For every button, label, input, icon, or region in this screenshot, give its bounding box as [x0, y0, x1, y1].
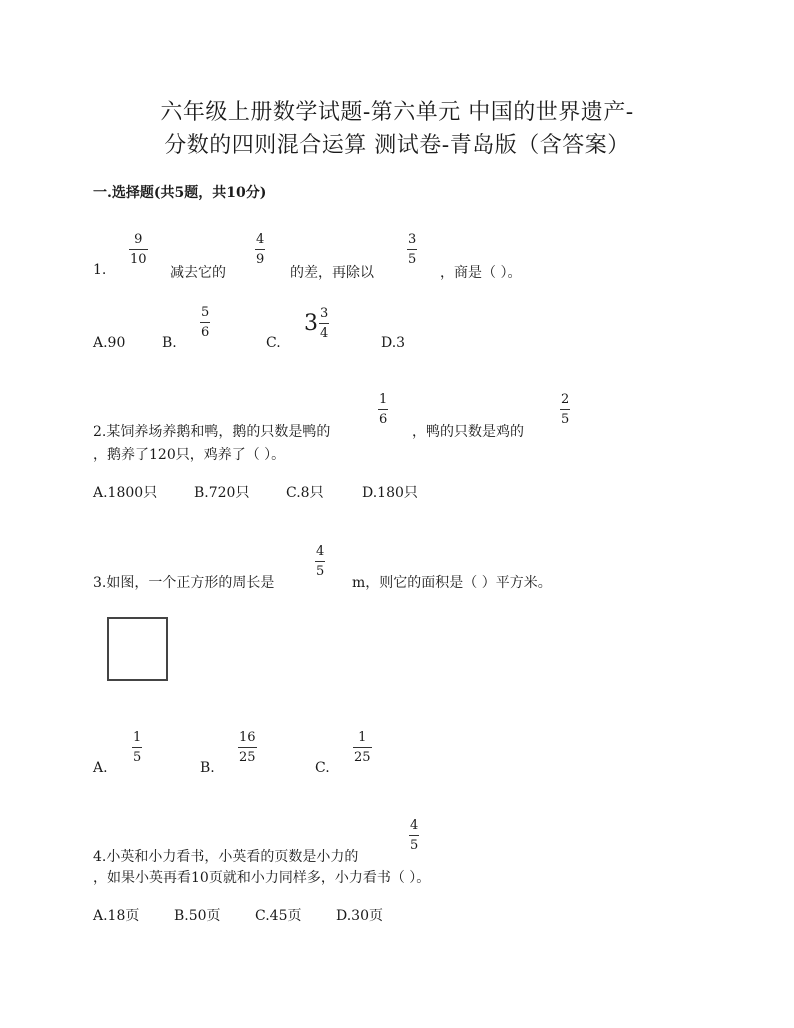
square-figure: [107, 617, 168, 681]
q4-option-a[interactable]: A.18页: [93, 908, 140, 924]
q3-text-2: m，则它的面积是（ ）平方米。: [352, 575, 552, 591]
q4-text-2: ，如果小英再看10页就和小力同样多，小力看书（ ）。: [93, 870, 431, 886]
q1-text-1: 减去它的: [170, 265, 226, 281]
q4-option-b[interactable]: B.50页: [174, 908, 221, 924]
q4-text-1: 4.小英和小力看书，小英看的页数是小力的: [93, 849, 359, 865]
q3-option-c-numerator: 1: [358, 730, 367, 745]
q1-fraction-1: [129, 232, 148, 267]
q2-text-2: ，鸭的只数是鸡的: [412, 424, 524, 440]
q2-fraction-1: [378, 392, 388, 427]
q3-fraction-1-denominator: 5: [316, 564, 325, 579]
q1-option-a[interactable]: A.90: [93, 335, 126, 351]
q2-fraction-2-numerator: 2: [561, 392, 570, 407]
q2-option-a[interactable]: A.1800只: [93, 485, 158, 501]
q4-option-d[interactable]: D.30页: [336, 908, 383, 924]
q2-fraction-1-numerator: 1: [379, 392, 388, 407]
q1-fraction-3: [407, 232, 417, 267]
q4-option-c[interactable]: C.45页: [255, 908, 302, 924]
q4-fraction-1: [409, 818, 419, 853]
q3-option-a[interactable]: A.: [93, 760, 108, 776]
q2-option-d[interactable]: D.180只: [362, 485, 418, 501]
q1-fraction-1-denominator: 10: [130, 252, 147, 267]
q3-option-b[interactable]: B.: [200, 760, 215, 776]
q1-text-2: 的差，再除以: [290, 265, 374, 281]
q3-option-a-numerator: 1: [133, 730, 142, 745]
q1-fraction-3-numerator: 3: [408, 232, 417, 247]
q1-option-b-numerator: 5: [201, 305, 210, 320]
q1-option-c-numerator: 3: [320, 306, 329, 321]
q1-fraction-2: [255, 232, 265, 267]
section-heading: 一.选择题(共5题，共10分): [93, 185, 267, 201]
q3-fraction-1-numerator: 4: [316, 544, 325, 559]
q1-option-c-denominator: 4: [320, 326, 329, 341]
q1-text-3: ，商是（ ）。: [440, 265, 522, 281]
q2-option-c[interactable]: C.8只: [286, 485, 324, 501]
q2-option-b[interactable]: B.720只: [194, 485, 250, 501]
q4-fraction-1-denominator: 5: [410, 838, 419, 853]
q1-fraction-2-numerator: 4: [256, 232, 265, 247]
q1-number: 1.: [93, 262, 107, 278]
q1-fraction-1-numerator: 9: [134, 232, 143, 247]
q2-text-1: 2.某饲养场养鹅和鸭，鹅的只数是鸭的: [93, 424, 331, 440]
page-title-line-1: 六年级上册数学试题-第六单元 中国的世界遗产-: [160, 100, 634, 125]
q3-text-1: 3.如图，一个正方形的周长是: [93, 575, 275, 591]
q2-fraction-2-denominator: 5: [561, 412, 570, 427]
q3-option-b-denominator: 25: [239, 750, 256, 765]
q3-option-b-numerator: 16: [239, 730, 256, 745]
q1-option-c[interactable]: C.: [266, 335, 281, 351]
q1-fraction-3-denominator: 5: [408, 252, 417, 267]
q3-option-c-denominator: 25: [354, 750, 371, 765]
q2-fraction-2: [560, 392, 570, 427]
q3-option-c-fraction: [353, 730, 372, 765]
q1-fraction-2-denominator: 9: [256, 252, 265, 267]
q3-option-c[interactable]: C.: [315, 760, 330, 776]
q2-text-3: ，鹅养了120只，鸡养了（ ）。: [93, 447, 286, 463]
q3-option-a-fraction: [132, 730, 142, 765]
page-title-line-2: 分数的四则混合运算 测试卷-青岛版（含答案）: [164, 133, 630, 158]
q2-fraction-1-denominator: 6: [379, 412, 388, 427]
q1-option-b-fraction: [200, 305, 210, 340]
q1-option-c-mixed-number: [304, 306, 329, 341]
q4-fraction-1-numerator: 4: [410, 818, 419, 833]
q1-option-d[interactable]: D.3: [381, 335, 406, 351]
q3-fraction-1: [315, 544, 325, 579]
q3-option-a-denominator: 5: [133, 750, 142, 765]
q1-option-b-denominator: 6: [201, 325, 210, 340]
q3-option-b-fraction: [238, 730, 257, 765]
q1-option-b[interactable]: B.: [162, 335, 177, 351]
q1-option-c-whole: 3: [304, 311, 318, 336]
